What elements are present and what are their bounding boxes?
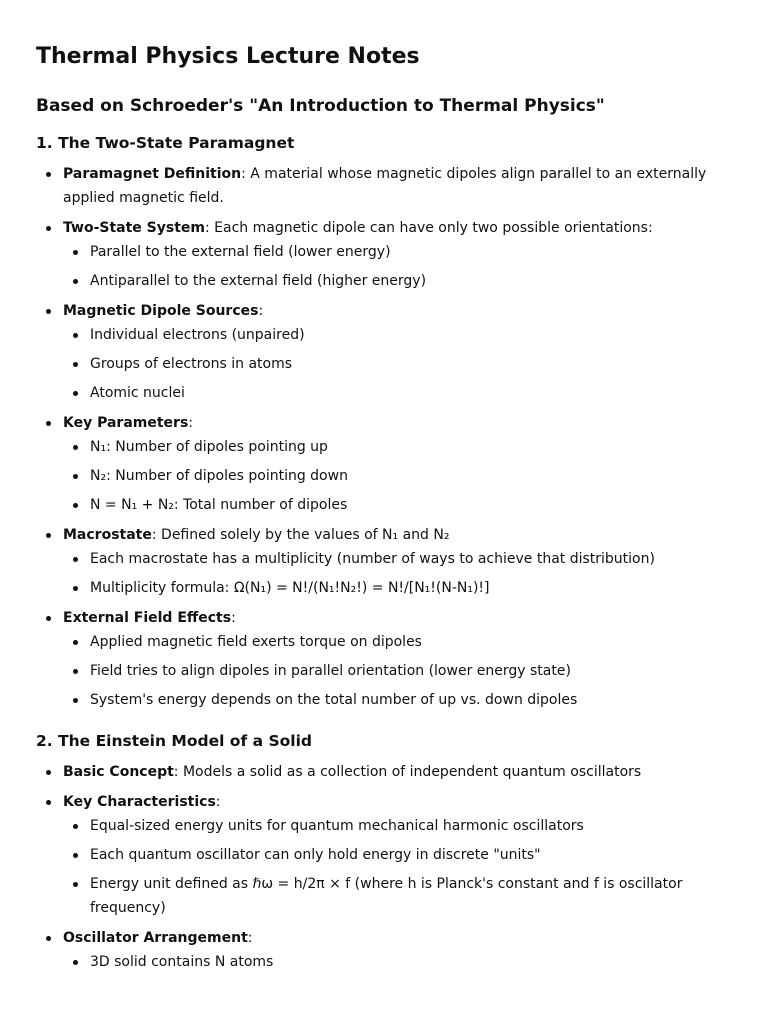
- list-item: [36, 162, 732, 210]
- sub-list: [63, 323, 732, 405]
- item-text: :: [215, 794, 221, 810]
- sub-list-item: N₁: Number of dipoles pointing up: [63, 435, 732, 459]
- sub-list-item: Applied magnetic field exerts torque on dipoles: [63, 630, 732, 654]
- sub-list-item: System's energy depends on the total number of up vs. down dipoles: [63, 688, 732, 712]
- sub-list-item: N₂: Number of dipoles pointing down: [63, 464, 732, 488]
- sub-list-item: 3D solid contains N atoms: [63, 950, 732, 974]
- section-list: [36, 162, 732, 712]
- item-text: :: [247, 930, 253, 946]
- sub-list: [63, 547, 732, 600]
- sub-list-item: Atomic nuclei: [63, 381, 732, 405]
- page-subtitle: Based on Schroeder's "An Introduction to Thermal Physics": [36, 96, 605, 116]
- section-heading: 2. The Einstein Model of a Solid: [36, 732, 312, 750]
- sub-list-item: Antiparallel to the external field (higher energy): [63, 269, 732, 293]
- sub-list-item: N = N₁ + N₂: Total number of dipoles: [63, 493, 732, 517]
- sub-list-item: Parallel to the external field (lower energy): [63, 240, 732, 264]
- sub-list: [63, 630, 732, 712]
- list-item: [36, 411, 732, 517]
- sub-list-item: Individual electrons (unpaired): [63, 323, 732, 347]
- sub-list-item: Equal-sized energy units for quantum mechanical harmonic oscillators: [63, 814, 732, 838]
- item-text: :: [188, 415, 194, 431]
- sub-list-item: Multiplicity formula: Ω(N₁) = N!/(N₁!N₂!) = N!/[N₁!(N-N₁)!]: [63, 576, 732, 600]
- sub-list-item: Groups of electrons in atoms: [63, 352, 732, 376]
- item-term: Two-State System: [63, 220, 205, 236]
- item-term: Paramagnet Definition: [63, 166, 242, 182]
- sub-list: [63, 240, 732, 293]
- item-term: Key Characteristics: [63, 794, 216, 810]
- item-term: Basic Concept: [63, 764, 174, 780]
- item-text: :: [258, 303, 264, 319]
- sub-list-item: Each macrostate has a multiplicity (number of ways to achieve that distribution): [63, 547, 732, 571]
- list-item: [36, 299, 732, 405]
- item-text: : Defined solely by the values of N₁ and N₂: [151, 527, 450, 543]
- section-list: [36, 760, 732, 974]
- list-item: [36, 790, 732, 920]
- sub-list: [63, 950, 732, 974]
- section-heading: 1. The Two-State Paramagnet: [36, 134, 295, 152]
- sub-list: [63, 435, 732, 517]
- item-text: :: [231, 610, 236, 626]
- list-item: [36, 760, 732, 784]
- sub-list: [63, 814, 732, 920]
- list-item: [36, 216, 732, 293]
- item-term: Oscillator Arrangement: [63, 930, 248, 946]
- list-item: [36, 926, 732, 974]
- item-term: Key Parameters: [63, 415, 189, 431]
- item-text: : Each magnetic dipole can have only two possible orientations:: [204, 220, 653, 236]
- item-term: Macrostate: [63, 527, 152, 543]
- item-term: External Field Effects: [63, 610, 232, 626]
- sub-list-item: Each quantum oscillator can only hold energy in discrete "units": [63, 843, 732, 867]
- item-text: : Models a solid as a collection of independent quantum oscillators: [173, 764, 642, 780]
- list-item: [36, 606, 732, 712]
- item-text: : A material whose magnetic dipoles align parallel to an externally applied magnetic field.: [63, 166, 707, 206]
- sub-list-item: Energy unit defined as ℏω = h/2π × f (where h is Planck's constant and f is oscillator frequency): [63, 872, 732, 920]
- item-term: Magnetic Dipole Sources: [63, 303, 259, 319]
- page-title: Thermal Physics Lecture Notes: [36, 44, 420, 69]
- sub-list-item: Field tries to align dipoles in parallel orientation (lower energy state): [63, 659, 732, 683]
- list-item: [36, 523, 732, 600]
